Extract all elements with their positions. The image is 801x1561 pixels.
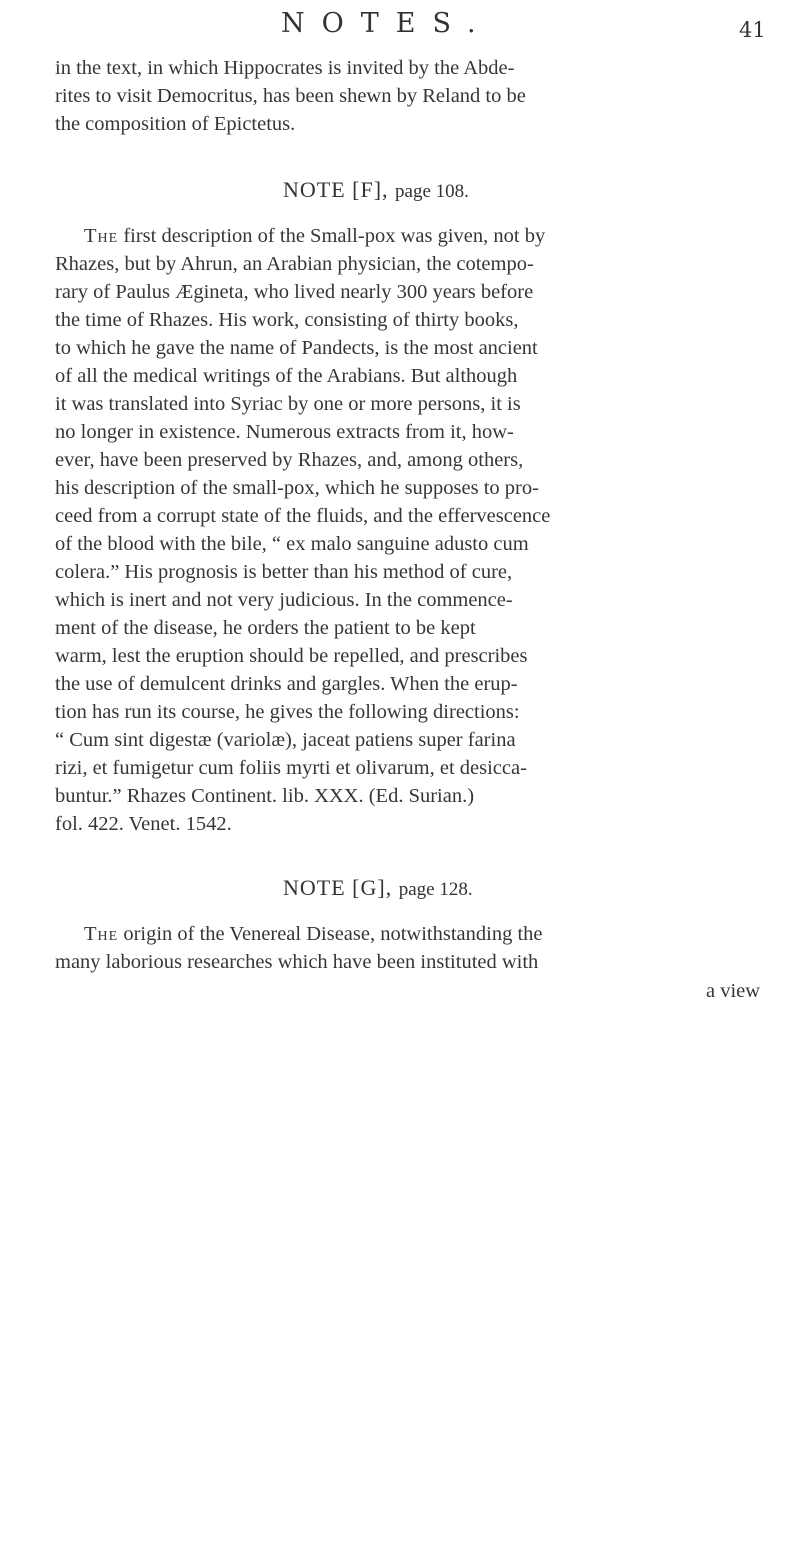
note-g-title: NOTE [G], <box>283 875 393 900</box>
first-line-rest: first description of the Small-pox was given, not by <box>118 225 546 247</box>
note-f-title: NOTE [F], <box>283 177 389 202</box>
text-line: many laborious researches which have been instituted with <box>55 951 539 973</box>
text-line: the time of Rhazes. His work, consisting of thirty books, <box>55 309 519 331</box>
text-line: his description of the small-pox, which he supposes to pro- <box>55 477 539 499</box>
text-line: tion has run its course, he gives the following directions: <box>55 701 520 723</box>
text-line: in the text, in which Hippocrates is invited by the Abde- <box>55 57 515 79</box>
text-line: which is inert and not very judicious. In the commence- <box>55 589 513 611</box>
text-line: colera.” His prognosis is better than his method of cure, <box>55 561 513 583</box>
text-line: of all the medical writings of the Arabians. But although <box>55 365 518 387</box>
text-line: rary of Paulus Ægineta, who lived nearly 300 years before <box>55 281 534 303</box>
text-line: warm, lest the eruption should be repelled, and prescribes <box>55 645 528 667</box>
note-f-heading <box>283 177 469 203</box>
text-line: Rhazes, but by Ahrun, an Arabian physician, the cotempo- <box>55 253 534 275</box>
text-line <box>84 920 543 948</box>
text-line: the use of demulcent drinks and gargles. When the erup- <box>55 673 518 695</box>
drop-word: The <box>84 225 119 247</box>
text-line: ever, have been preserved by Rhazes, and, among others, <box>55 449 524 471</box>
page-header <box>0 8 801 54</box>
note-f-page-ref: page 108. <box>395 181 469 202</box>
text-line: of the blood with the bile, “ ex malo sanguine adusto cum <box>55 533 529 555</box>
text-line: buntur.” Rhazes Continent. lib. XXX. (Ed. Surian.) <box>55 785 475 807</box>
text-line: to which he gave the name of Pandects, is the most ancient <box>55 337 538 359</box>
text-line <box>84 222 545 250</box>
text-line: no longer in existence. Numerous extracts from it, how- <box>55 421 514 443</box>
text-line: ceed from a corrupt state of the fluids, and the effervescence <box>55 505 551 527</box>
text-line: ment of the disease, he orders the patient to be kept <box>55 617 476 639</box>
text-line: rites to visit Democritus, has been shewn by Reland to be <box>55 85 526 107</box>
first-line-rest: origin of the Venereal Disease, notwithstanding the <box>118 923 543 945</box>
note-g-page-ref: page 128. <box>398 879 473 900</box>
text-line: fol. 422. Venet. 1542. <box>55 813 232 835</box>
text-line: it was translated into Syriac by one or more persons, it is <box>55 393 521 415</box>
text-line: “ Cum sint digestæ (variolæ), jaceat patiens super farina <box>55 729 516 751</box>
note-g-heading <box>283 875 473 901</box>
catchword: a view <box>706 980 761 1002</box>
running-head: NOTES. <box>281 8 493 39</box>
text-line: the composition of Epictetus. <box>55 113 296 135</box>
text-line: rizi, et fumigetur cum foliis myrti et olivarum, et desicca- <box>55 757 527 779</box>
drop-word: The <box>84 923 119 945</box>
page-number: 41 <box>739 18 766 42</box>
